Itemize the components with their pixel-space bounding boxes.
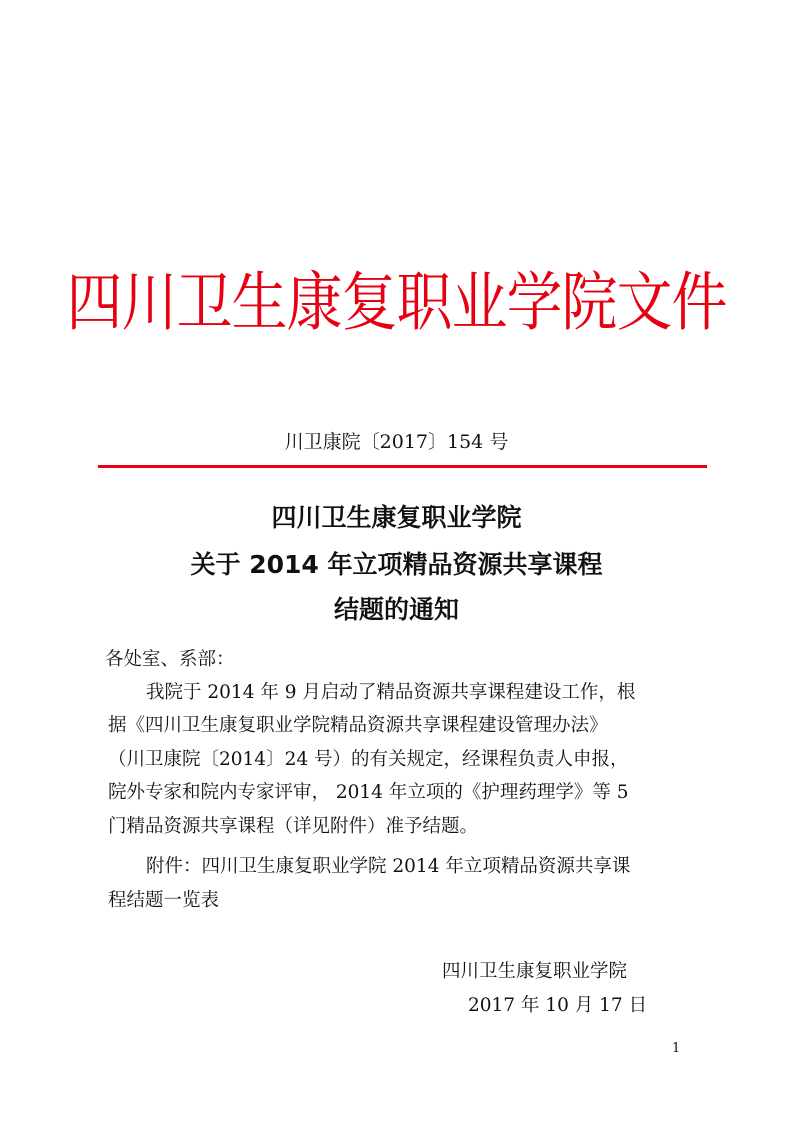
page-number: 1 — [672, 1041, 681, 1056]
body-paragraph-line: 院外专家和院内专家评审， 2014 年立项的《护理药理学》等 5 — [108, 782, 629, 803]
red-divider-line — [98, 465, 707, 468]
letterhead-title: 四川卫生康复职业学院文件 — [66, 266, 727, 341]
document-number: 川卫康院〔2017〕154 号 — [284, 431, 509, 453]
salutation: 各处室、系部： — [105, 649, 235, 670]
attachment-line: 程结题一览表 — [108, 890, 220, 911]
body-paragraph-line: 门精品资源共享课程（详见附件）准予结题。 — [108, 816, 479, 837]
notice-title-line-2: 关于 2014 年立项精品资源共享课程 — [190, 550, 603, 579]
signature-organization: 四川卫生康复职业学院 — [442, 961, 628, 982]
notice-title-line-3: 结题的通知 — [333, 595, 459, 624]
attachment-line: 附件：四川卫生康复职业学院 2014 年立项精品资源共享课 — [146, 856, 631, 877]
body-paragraph-line: （川卫康院〔2014〕24 号）的有关规定，经课程负责人申报， — [108, 749, 629, 770]
body-paragraph-line: 据《四川卫生康复职业学院精品资源共享课程建设管理办法》 — [108, 715, 608, 736]
body-paragraph-line: 我院于 2014 年 9 月启动了精品资源共享课程建设工作，根 — [146, 682, 636, 703]
notice-title-line-1: 四川卫生康复职业学院 — [271, 503, 522, 532]
signature-date: 2017 年 10 月 17 日 — [468, 995, 648, 1016]
